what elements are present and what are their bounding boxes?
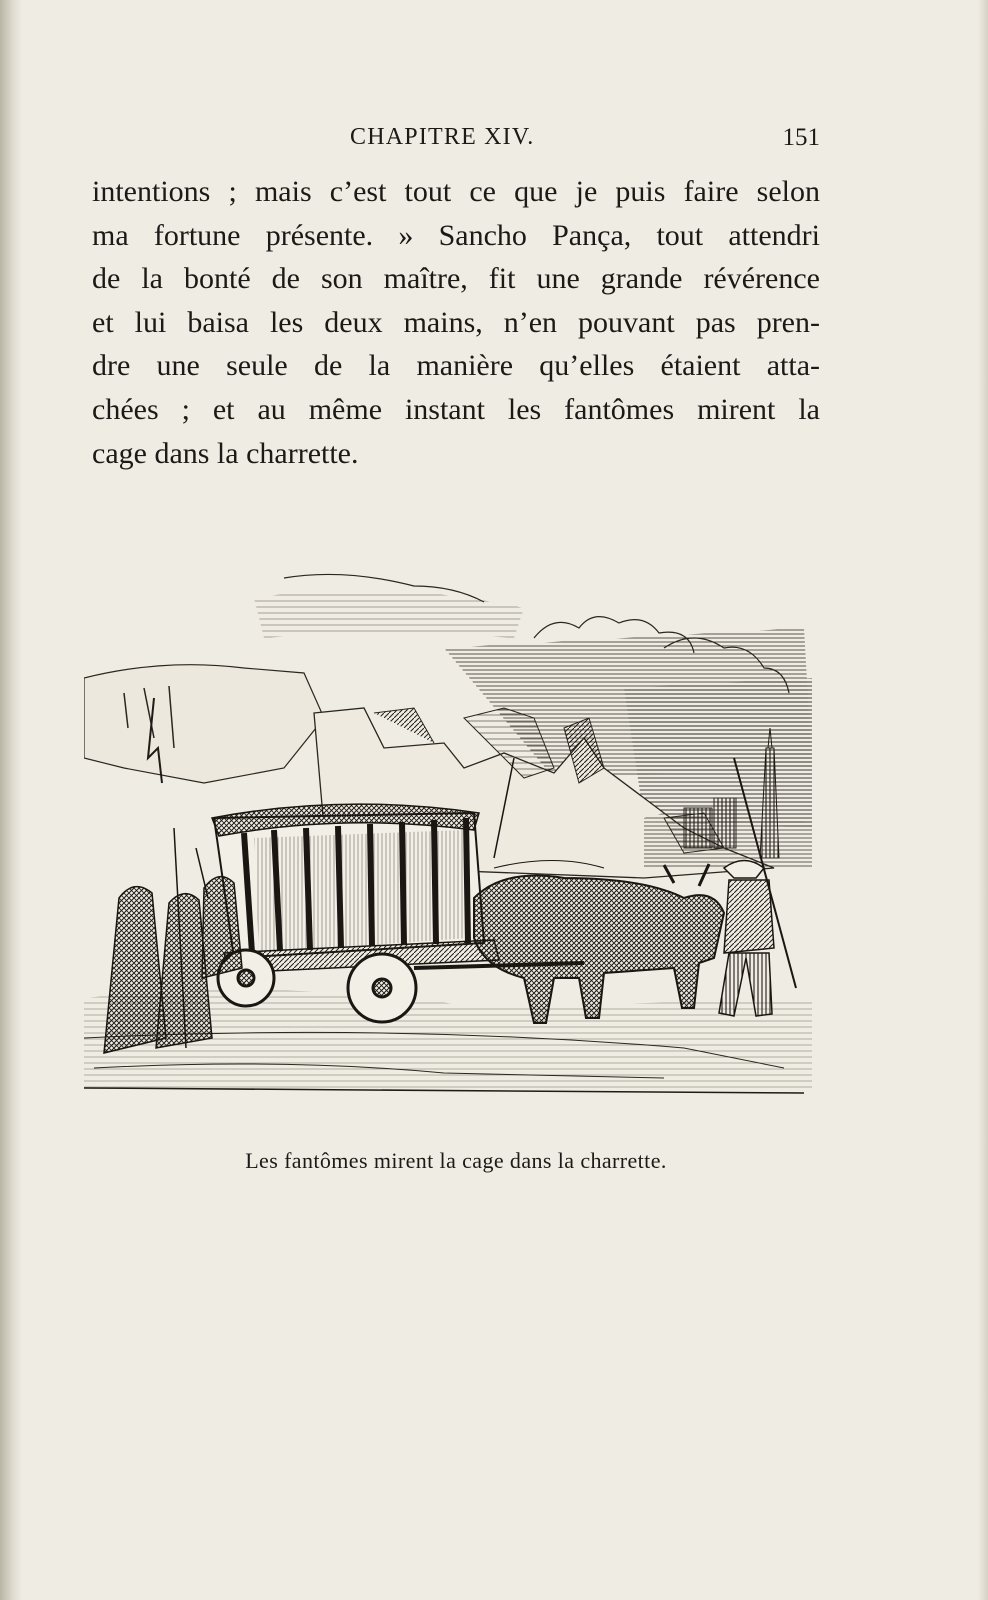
oxen-team [474, 861, 724, 1024]
page-right-edge [978, 0, 988, 1600]
text-line: et lui baisa les deux mains, n’en pouvant pas pren- [92, 305, 820, 339]
engraving-illustration [84, 568, 838, 1118]
text-line: chées ; et au même instant les fantômes mirent la [92, 392, 820, 426]
chapter-heading: CHAPITRE XIV. [350, 124, 535, 150]
body-paragraph [92, 170, 820, 475]
running-header [92, 118, 820, 158]
page-binding-edge [0, 0, 22, 1600]
text-line: de la bonté de son maître, fit une grande révérence [92, 262, 820, 296]
cage-on-cart [212, 804, 499, 973]
page-number: 151 [782, 124, 820, 151]
left-cliff [84, 665, 324, 783]
text-line: dre une seule de la manière qu’elles étaient atta- [92, 349, 820, 383]
engraving-svg [84, 568, 838, 1118]
illustration-caption: Les fantômes mirent la cage dans la charrette. [245, 1148, 667, 1173]
text-line: cage dans la charrette. [92, 436, 359, 470]
text-line: intentions ; mais c’est tout ce que je puis faire selon [92, 175, 820, 208]
text-line: ma fortune présente. » Sancho Pança, tout attendri [92, 218, 820, 252]
